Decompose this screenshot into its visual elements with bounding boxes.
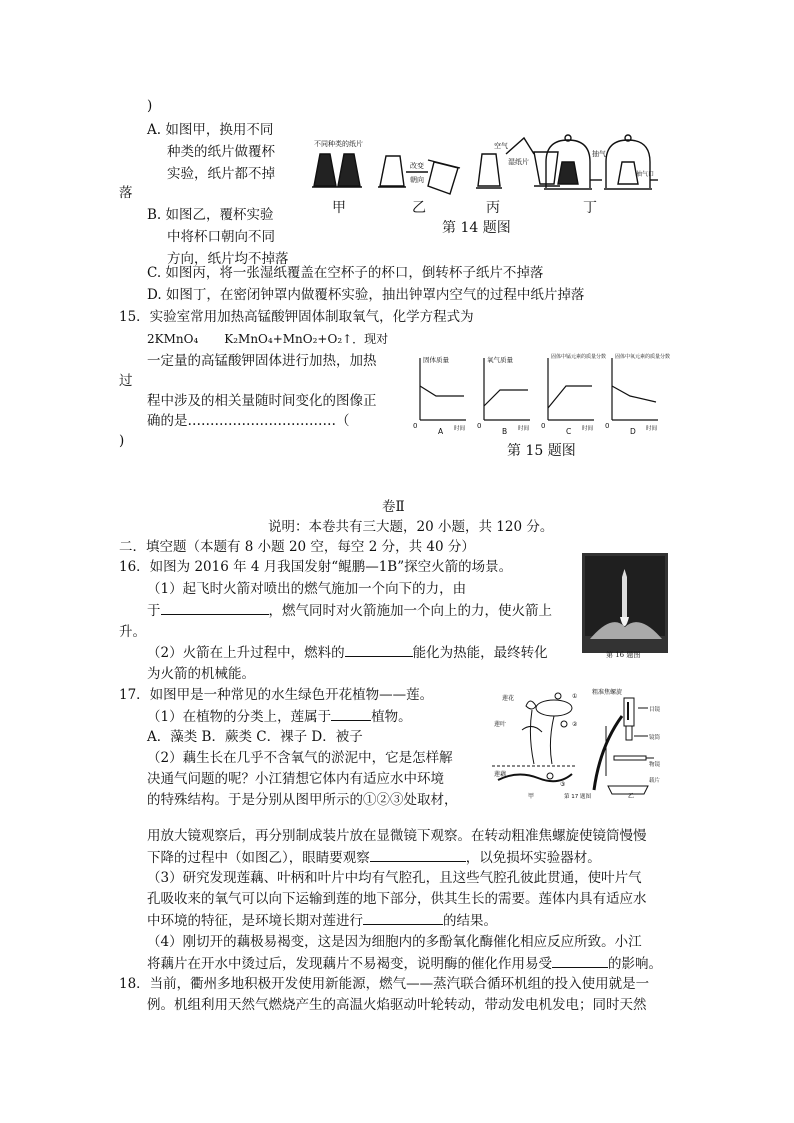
- q17-fig-m3: ③: [560, 781, 566, 788]
- q15-graph-d-xlabel: 时间: [646, 426, 658, 432]
- q14-option-b-line1: B. 如图乙，覆杯实验: [147, 207, 274, 223]
- q17-fig-eyepiece: 目镜: [649, 707, 661, 713]
- q14-fig-port-label: 抽气口: [636, 171, 655, 178]
- q15-line5: 确的是……………………………（: [147, 413, 350, 429]
- q17-blank-1[interactable]: [331, 706, 371, 721]
- q17-fig-m1: ①: [572, 693, 578, 700]
- q17-figure: [488, 686, 668, 800]
- q16-rocket-photo: [582, 553, 668, 653]
- q14-fig-caption: 第 14 题图: [442, 220, 511, 236]
- q14-figure: [310, 132, 660, 212]
- q17-part2a: （2）藕生长在几乎不含氧气的淤泥中，它是怎样解: [147, 750, 453, 766]
- q16-part1b: [147, 600, 552, 621]
- q14-fig-change-label: 改变: [410, 162, 424, 170]
- q16-part1c: 升。: [119, 624, 146, 640]
- q17-fig-slide: 载片: [649, 778, 661, 784]
- q15-guo: 过: [119, 373, 133, 389]
- q15-equation: [147, 329, 388, 349]
- q15-graph-b-ylabel: 氧气质量: [487, 356, 513, 364]
- q14-option-b-line2: 中将杯口朝向不同: [167, 229, 275, 245]
- q17-part1: [147, 706, 412, 727]
- q17-part3b: 孔吸收来的氧气可以向下运输到莲的地下部分，供其生长的需要。莲体内具有适应水: [147, 891, 647, 907]
- q17-part3a: （3）研究发现莲藕、叶柄和叶片中均有气腔孔，且这些气腔孔彼此贯通，使叶片气: [147, 870, 642, 886]
- q15-graph-c-origin: 0: [541, 422, 546, 430]
- q17-part4b-pre: 将藕片在开水中烫过后，发现藕片不易褐变，说明酶的催化作用易受: [147, 956, 552, 972]
- q18-line2: 例。机组利用天然气燃烧产生的高温火焰驱动叶轮转动，带动发电机发电；同时天然: [147, 997, 647, 1013]
- q16-stem: 16．如图为 2016 年 4 月我国发射“鲲鹏—1B”探空火箭的场景。: [119, 559, 513, 575]
- q16-part2a-post: 能化为热能，最终转化: [412, 645, 548, 661]
- q16-part2a-pre: （2）火箭在上升过程中，燃料的: [147, 645, 345, 661]
- q18-line1: 18．当前，衢州多地积极开发使用新能源，燃气——蒸汽联合循环机组的投入使用就是一: [119, 976, 650, 992]
- q17-part1-pre: （1）在植物的分类上，莲属于: [147, 709, 332, 725]
- q15-graph-a-origin: 0: [413, 422, 418, 430]
- q16-blank-2[interactable]: [345, 642, 413, 657]
- q17-part2e-pre: 下降的过程中（如图乙），眼睛要观察: [147, 850, 370, 866]
- q14-fig-pump-label: 抽气: [592, 150, 606, 158]
- q15-line3: 一定量的高锰酸钾固体进行加热，加热: [147, 353, 377, 369]
- q14-fig-label-ding: 丁: [583, 200, 597, 216]
- q15-graph-b-xlabel: 时间: [518, 426, 530, 432]
- q15-graph-c-xlabel: 时间: [582, 426, 594, 432]
- section-title: 卷Ⅱ: [382, 499, 405, 515]
- q14-fig-label-bing: 丙: [486, 200, 500, 216]
- q16-part1a: （1）起飞时火箭对喷出的燃气施加一个向下的力，由: [147, 581, 467, 597]
- q17-fig-leaf: 莲叶: [494, 721, 507, 728]
- q17-fig-lotus: 莲花: [502, 695, 515, 702]
- q17-part3c-pre: 中环境的特征，是环境长期对莲进行: [147, 913, 363, 929]
- q14-option-a-tail: 落: [119, 185, 133, 201]
- q14-paren: ): [147, 98, 153, 114]
- q17-fig-tube: 镜筒: [649, 735, 661, 741]
- q14-fig-wetpaper-label: 湿纸片: [508, 158, 529, 166]
- q14-fig-label-yi: 乙: [412, 200, 426, 216]
- q14-fig-dir-label: 朝向: [410, 176, 424, 184]
- q14-option-a-line2: 种类的纸片做覆杯: [167, 144, 275, 160]
- q15-graph-d-letter: D: [630, 427, 636, 436]
- q17-fig-stage: 物镜: [649, 762, 661, 768]
- q17-fig-m2: ②: [572, 721, 578, 728]
- q17-part4b: [147, 953, 662, 974]
- q14-option-b-line3: 方向，纸片均不掉落: [167, 251, 289, 267]
- q15-graphs: [408, 350, 670, 440]
- q16-part1b-pre: 于: [147, 603, 161, 619]
- q17-part2c: 的特殊结构。于是分别从图甲所示的①②③处取材，: [147, 792, 458, 808]
- q14-fig-air-label: 空气: [494, 142, 508, 150]
- q14-fig-paper-label: 不同种类的纸片: [314, 140, 363, 148]
- q17-fig-yi: 乙: [628, 793, 635, 800]
- q17-stem: 17．如图甲是一种常见的水生绿色开花植物——莲。: [119, 687, 434, 703]
- q15-graph-d-ylabel: 固体中氧元素的质量分数: [615, 354, 670, 360]
- q14-option-a-line3: 实验，纸片都不掉: [167, 166, 275, 182]
- q15-graph-a-xlabel: 时间: [454, 426, 466, 432]
- q17-part3c: [147, 910, 497, 931]
- q15-graph-c-ylabel: 固体中锰元素的质量分数: [551, 354, 607, 360]
- q15-graph-b-letter: B: [502, 427, 508, 436]
- q15-graph-c-letter: C: [566, 427, 572, 436]
- section-part2: 二．填空题（本题有 8 小题 20 空，每空 2 分，共 40 分）: [119, 539, 475, 555]
- q17-choices: A．藻类 B．蕨类 C．裸子 D．被子: [147, 729, 363, 745]
- q15-graph-d-origin: 0: [605, 422, 610, 430]
- q15-line4: 程中涉及的相关量随时间变化的图像正: [147, 393, 377, 409]
- q16-part2b: 为火箭的机械能。: [147, 666, 255, 682]
- q17-blank-3[interactable]: [363, 910, 443, 925]
- q17-part2d: 用放大镜观察后，再分别制成装片放在显微镜下观察。在转动粗准焦螺旋使镜筒慢慢: [147, 828, 647, 844]
- q15-graph-b-origin: 0: [477, 422, 482, 430]
- q17-fig-knob: 粗准焦螺旋: [592, 689, 623, 696]
- q15-line1: 15．实验室常用加热高锰酸钾固体制取氧气，化学方程式为: [119, 309, 474, 325]
- q16-blank-1[interactable]: [161, 600, 269, 615]
- q14-option-d: D. 如图丁，在密闭钟罩内做覆杯实验，抽出钟罩内空气的过程中纸片掉落: [147, 287, 585, 303]
- q17-part3c-post: 的结果。: [443, 913, 497, 929]
- q15-graph-a-letter: A: [438, 427, 444, 436]
- q17-part2e-post: ，以免损坏实验器材。: [465, 850, 601, 866]
- section-note: 说明：本卷共有三大题，20 小题，共 120 分。: [268, 519, 554, 535]
- q16-caption: 第 16 题图: [606, 651, 641, 659]
- q17-fig-root: 莲藕: [494, 771, 507, 778]
- q15-eq-right: K₂MnO₄+MnO₂+O₂↑．现对: [224, 332, 389, 346]
- q17-part4a: （4）刚切开的藕极易褐变，这是因为细胞内的多酚氧化酶催化相应反应所致。小江: [147, 934, 642, 950]
- q17-part2e: [147, 847, 601, 868]
- q17-blank-4[interactable]: [552, 953, 608, 968]
- q17-fig-jia: 甲: [528, 793, 535, 800]
- q17-part1-post: 植物。: [371, 709, 412, 725]
- q14-option-a-line1: A. 如图甲，换用不同: [147, 122, 274, 138]
- q17-part4b-post: 的影响。: [608, 956, 662, 972]
- q15-eq-left: 2KMnO₄: [147, 332, 199, 346]
- q14-fig-label-jia: 甲: [332, 200, 346, 216]
- q17-blank-2[interactable]: [370, 847, 466, 862]
- q15-caption: 第 15 题图: [507, 443, 576, 459]
- q16-part1b-post: ，燃气同时对火箭施加一个向上的力，使火箭上: [268, 603, 552, 619]
- q15-graph-a-ylabel: 固体质量: [423, 356, 449, 364]
- q14-option-c: C. 如图丙，将一张湿纸覆盖在空杯子的杯口，倒转杯子纸片不掉落: [147, 265, 544, 281]
- q15-close-paren: ): [119, 433, 125, 449]
- q17-fig-caption: 第 17 题图: [564, 794, 591, 800]
- q17-part2b: 决通气问题的呢？小江猜想它体内有适应水中环境: [147, 771, 444, 787]
- q16-part2a: [147, 642, 548, 663]
